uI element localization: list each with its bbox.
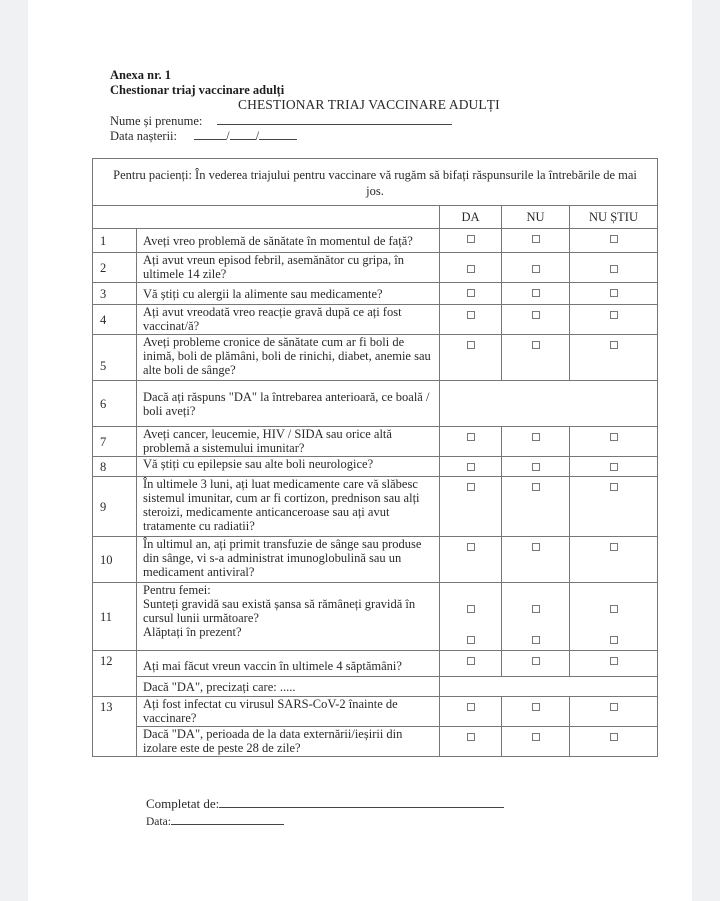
checkbox-nu[interactable] bbox=[532, 657, 540, 665]
checkbox-nu-stiu[interactable] bbox=[610, 311, 618, 319]
checkbox-da-breastfeeding[interactable] bbox=[467, 636, 475, 644]
checkbox-nu[interactable] bbox=[532, 543, 540, 551]
checkbox-da[interactable] bbox=[467, 311, 475, 319]
date-label: Data: bbox=[146, 816, 171, 828]
birthdate-label: Data nașterii: bbox=[110, 129, 177, 143]
checkbox-nu[interactable] bbox=[532, 433, 540, 441]
checkbox-nu-stiu[interactable] bbox=[610, 235, 618, 243]
checkbox-da[interactable] bbox=[467, 463, 475, 471]
checkbox-nu-stiu[interactable] bbox=[610, 341, 618, 349]
checkbox-nu-stiu[interactable] bbox=[610, 733, 618, 741]
name-field[interactable] bbox=[110, 113, 452, 129]
date-field[interactable] bbox=[146, 813, 284, 828]
checkbox-da[interactable] bbox=[467, 733, 475, 741]
checkbox-nu-stiu[interactable] bbox=[610, 543, 618, 551]
completed-by-line[interactable] bbox=[219, 796, 504, 808]
annex-label: Anexa nr. 1 bbox=[110, 68, 172, 82]
form-title: CHESTIONAR TRIAJ VACCINARE ADULȚI bbox=[238, 97, 500, 112]
date-line[interactable] bbox=[171, 813, 284, 825]
checkbox-nu-breastfeeding[interactable] bbox=[532, 636, 540, 644]
birth-month-line[interactable] bbox=[230, 128, 256, 140]
checkbox-nu[interactable] bbox=[532, 289, 540, 297]
checkbox-nu-stiu-pregnant[interactable] bbox=[610, 605, 618, 613]
checkbox-da[interactable] bbox=[467, 289, 475, 297]
checkbox-da[interactable] bbox=[467, 265, 475, 273]
birthdate-field[interactable]: Data nașterii: / / bbox=[110, 128, 297, 144]
vaccine-details-area[interactable] bbox=[440, 677, 658, 697]
question-row: 10 În ultimul an, ați primit transfuzie de sânge sau produse din sânge, vi s-a administrat imunoglobulină sau un medicament antiviral? bbox=[93, 537, 658, 583]
checkbox-nu-pregnant[interactable] bbox=[532, 605, 540, 613]
question-row: 11 Pentru femei: Sunteți gravidă sau există șansa să rămâneți gravidă în cursul lunii următoare? Alăptați în prezent? bbox=[93, 583, 658, 651]
question-row: 8 Vă știți cu epilepsie sau alte boli neurologice? bbox=[93, 457, 658, 477]
checkbox-nu[interactable] bbox=[532, 311, 540, 319]
checkbox-nu-stiu-breastfeeding[interactable] bbox=[610, 636, 618, 644]
question-row: 4 Ați avut vreodată vreo reacție gravă după ce ați fost vaccinat/ă? bbox=[93, 305, 658, 335]
question-row: 13 Ați fost infectat cu virusul SARS-CoV-2 înainte de vaccinare? bbox=[93, 697, 658, 727]
checkbox-nu-stiu[interactable] bbox=[610, 703, 618, 711]
checkbox-nu-stiu[interactable] bbox=[610, 433, 618, 441]
question-row: 3 Vă știți cu alergii la alimente sau medicamente? bbox=[93, 283, 658, 305]
question-row: 1 Aveți vreo problemă de sănătate în momentul de față? bbox=[93, 229, 658, 253]
checkbox-nu-stiu[interactable] bbox=[610, 265, 618, 273]
birth-day-line[interactable] bbox=[194, 128, 226, 140]
checkbox-nu[interactable] bbox=[532, 265, 540, 273]
intro-instructions: Pentru pacienți: În vederea triajului pentru vaccinare vă rugăm să bifați răspunsurile la întrebările de mai jos. bbox=[93, 159, 658, 206]
checkbox-nu-stiu[interactable] bbox=[610, 289, 618, 297]
question-row: 12 Ați mai făcut vreun vaccin în ultimele 4 săptămâni? bbox=[93, 651, 658, 677]
triage-questionnaire-table bbox=[92, 158, 658, 757]
question-subrow: Dacă "DA", precizați care: ..... bbox=[93, 677, 658, 697]
question-row: 9 În ultimele 3 luni, ați luat medicamente care vă slăbesc sistemul imunitar, cum ar fi cortizon, prednison sau alți steroizi, medicamente anticanceroase sau ați avut tratamente cu radiatii? bbox=[93, 477, 658, 537]
checkbox-nu-stiu[interactable] bbox=[610, 463, 618, 471]
checkbox-nu[interactable] bbox=[532, 341, 540, 349]
checkbox-da[interactable] bbox=[467, 543, 475, 551]
checkbox-nu[interactable] bbox=[532, 733, 540, 741]
checkbox-da-pregnant[interactable] bbox=[467, 605, 475, 613]
name-input-line[interactable] bbox=[217, 113, 452, 125]
checkbox-nu[interactable] bbox=[532, 483, 540, 491]
checkbox-nu[interactable] bbox=[532, 703, 540, 711]
completed-by-label: Completat de: bbox=[146, 796, 220, 811]
column-header-da: DA bbox=[440, 206, 502, 229]
checkbox-nu-stiu[interactable] bbox=[610, 657, 618, 665]
question-subrow: Dacă "DA", perioada de la data externării/ieșirii din izolare este de peste 28 de zile? bbox=[93, 727, 658, 757]
checkbox-nu[interactable] bbox=[532, 235, 540, 243]
question-row: 5 Aveți probleme cronice de sănătate cum ar fi boli de inimă, boli de plămâni, boli de rinichi, diabet, anemie sau alte boli de sânge? bbox=[93, 335, 658, 381]
checkbox-da[interactable] bbox=[467, 657, 475, 665]
question-row: 7 Aveți cancer, leucemie, HIV / SIDA sau orice altă problemă a sistemului imunitar? bbox=[93, 427, 658, 457]
question-row: 6 Dacă ați răspuns "DA" la întrebarea anterioară, ce boală / boli aveți? bbox=[93, 381, 658, 427]
checkbox-nu-stiu[interactable] bbox=[610, 483, 618, 491]
column-header-nu: NU bbox=[502, 206, 570, 229]
name-label: Nume și prenume: bbox=[110, 114, 203, 128]
checkbox-da[interactable] bbox=[467, 341, 475, 349]
checkbox-da[interactable] bbox=[467, 235, 475, 243]
question-row: 2 Ați avut vreun episod febril, asemănător cu gripa, în ultimele 14 zile? bbox=[93, 253, 658, 283]
birth-year-line[interactable] bbox=[259, 128, 297, 140]
answer-area-blank[interactable] bbox=[440, 381, 658, 427]
column-header-nu-stiu: NU ȘTIU bbox=[570, 206, 658, 229]
form-subtitle: Chestionar triaj vaccinare adulți bbox=[110, 83, 285, 97]
checkbox-nu[interactable] bbox=[532, 463, 540, 471]
checkbox-da[interactable] bbox=[467, 433, 475, 441]
checkbox-da[interactable] bbox=[467, 703, 475, 711]
completed-by-field[interactable] bbox=[146, 796, 504, 812]
checkbox-da[interactable] bbox=[467, 483, 475, 491]
document-page bbox=[28, 0, 692, 901]
